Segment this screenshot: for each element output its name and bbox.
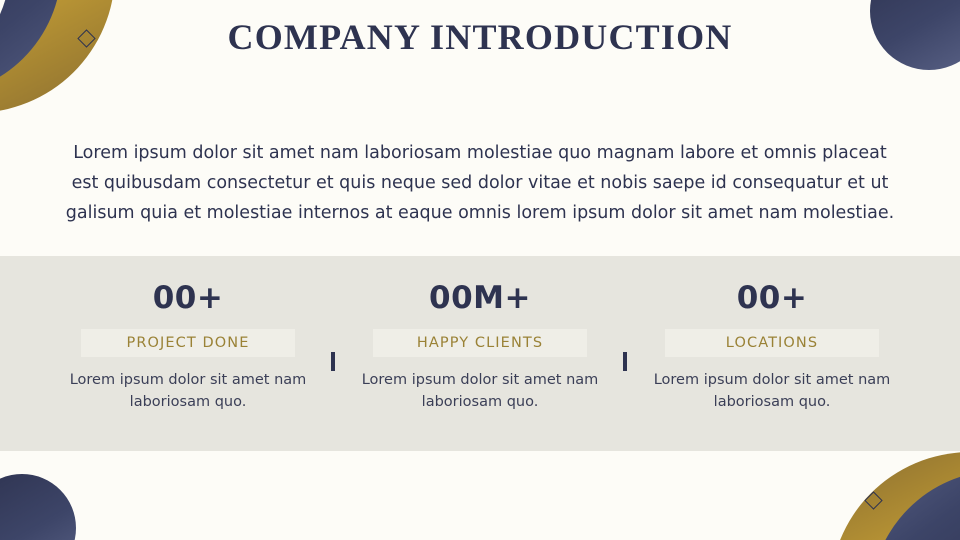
stat-description: Lorem ipsum dolor sit amet nam laboriosam quo. (361, 372, 599, 411)
stat-label: HAPPY CLIENTS (373, 329, 587, 357)
stat-divider (331, 352, 335, 371)
stats-band (0, 256, 960, 451)
page-title: COMPANY INTRODUCTION (227, 17, 733, 57)
stat-description: Lorem ipsum dolor sit amet nam laboriosam quo. (653, 372, 891, 411)
cream-swoosh-shape (934, 486, 960, 540)
stat-number: 00M+ (429, 280, 531, 316)
stat-number: 00+ (736, 280, 808, 316)
stat-number: 00+ (152, 280, 224, 316)
stat-label: PROJECT DONE (81, 329, 295, 357)
stat-item-locations (626, 256, 918, 414)
stat-label: LOCATIONS (665, 329, 879, 357)
stat-divider (623, 352, 627, 371)
stat-item-happy-clients (334, 256, 626, 414)
intro-paragraph: Lorem ipsum dolor sit amet nam laboriosam molestiae quo magnam labore et omnis placeat est quibusdam consectetur et quis neque sed dolor vitae et nobis saepe id consequatur et ut galisum quia et molestiae internos at eaque omnis lorem ipsum dolor sit amet nam molestiae. (65, 143, 895, 224)
bottom-left-circle-decoration (0, 474, 76, 540)
stat-description: Lorem ipsum dolor sit amet nam laboriosam quo. (69, 372, 307, 411)
gold-swoosh-shape (816, 449, 960, 540)
stat-item-project-done (42, 256, 334, 414)
diamond-icon (864, 491, 882, 509)
